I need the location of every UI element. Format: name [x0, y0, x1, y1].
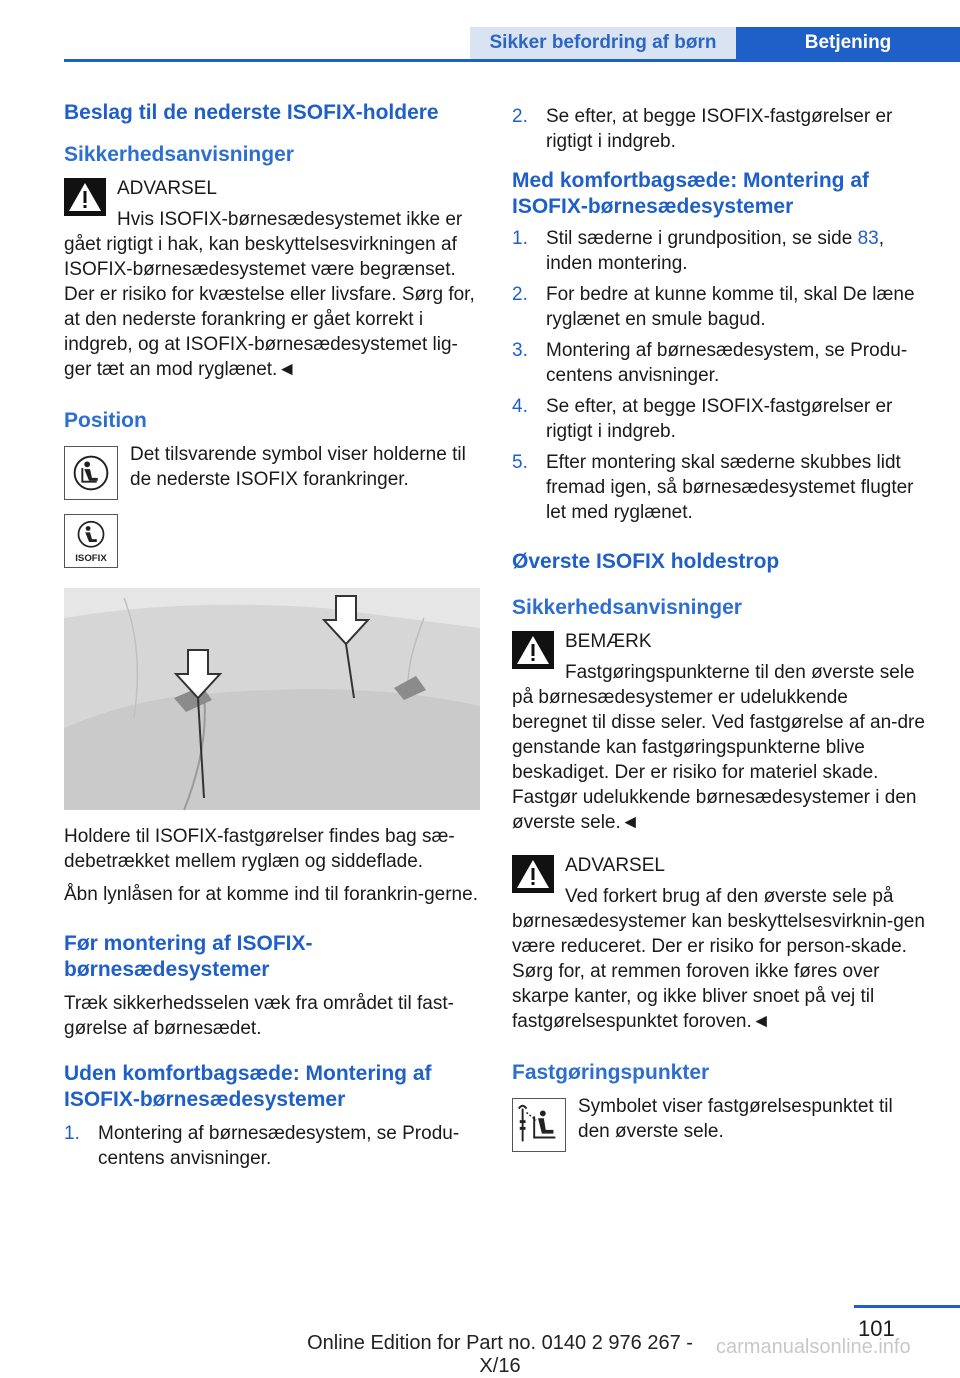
- left-column: [64, 100, 480, 1171]
- step-text: Se efter, at begge ISOFIX-fastgørelser er rigtigt i indgreb.: [546, 106, 893, 152]
- footer-rule: [854, 1305, 960, 1308]
- step-number: 4.: [512, 396, 528, 417]
- page-header: [0, 0, 960, 64]
- isofix-label: ISOFIX: [75, 553, 107, 565]
- list-item: [512, 338, 928, 388]
- list-item: [512, 282, 928, 332]
- list-item: [512, 450, 928, 525]
- step-number: 3.: [512, 340, 528, 361]
- edition-text: Online Edition for Part no. 0140 2 976 267 - X/16: [307, 1332, 693, 1377]
- step-text: Montering af børnesædesystem, se Produ‐centens anvisninger.: [98, 1123, 460, 1169]
- warning-notice: [512, 853, 928, 1034]
- child-seat-anchor-icon: [64, 446, 118, 500]
- zipper-text: Åbn lynlåsen for at komme ind til forankrin‐gerne.: [64, 884, 478, 905]
- warning-text: Ved forkert brug af den øverste sele på børnesædesystemer kan beskyttelsesvirknin‐gen være reduceret. Der er risiko for person‐skade. Sørg for, at remmen foroven ikke føres over skarpe kanter, og ikke bliver snoet på vej til fastgørelsespunktet foroven.◄: [512, 886, 925, 1032]
- list-item: [64, 1121, 480, 1171]
- warning-icon: [64, 178, 106, 216]
- step-text: Stil sæderne i grundposition, se side: [546, 228, 858, 249]
- warning-label: ADVARSEL: [565, 855, 665, 876]
- section-title: Beslag til de nederste ISOFIX-holdere: [64, 101, 439, 124]
- top-tether-heading: Øverste ISOFIX holdestrop: [512, 550, 780, 573]
- before-mounting-heading: Før montering af ISOFIX-børnesædesystemer: [64, 932, 313, 981]
- caution-notice: [512, 629, 928, 835]
- safety-heading: Sikkerhedsanvisninger: [64, 143, 294, 166]
- position-text: Det tilsvarende symbol viser holderne til de nederste ISOFIX forankringer.: [130, 444, 466, 490]
- warning-icon: [512, 631, 554, 669]
- warning-icon: [512, 855, 554, 893]
- anchor-points-block: [512, 1094, 928, 1158]
- notice-label: BEMÆRK: [565, 631, 652, 652]
- isofix-location-text: Holdere til ISOFIX-fastgørelser findes bag sæ‐debetrækket mellem ryglæn og siddeflade.: [64, 826, 455, 872]
- warning-notice: [64, 176, 480, 382]
- before-mounting-text: Træk sikkerhedsselen væk fra området til fast‐gørelse af børnesædet.: [64, 993, 454, 1039]
- anchor-points-heading: Fastgøringspunkter: [512, 1061, 710, 1084]
- step-number: 1.: [512, 228, 528, 249]
- chapter-tab: Betjening: [736, 27, 960, 59]
- warning-label: ADVARSEL: [117, 178, 217, 199]
- list-item: [512, 104, 928, 154]
- with-comfort-heading: Med komfortbagsæde: Montering af ISOFIX-børnesædesystemer: [512, 169, 870, 218]
- step-number: 1.: [64, 1123, 80, 1144]
- page-link[interactable]: 83: [857, 228, 879, 249]
- step-number: 5.: [512, 452, 528, 473]
- safety-heading: Sikkerhedsanvisninger: [512, 596, 742, 619]
- isofix-photo: [64, 588, 480, 810]
- top-tether-icon: [512, 1098, 566, 1152]
- with-comfort-steps: [512, 226, 928, 525]
- without-comfort-heading: Uden komfortbagsæde: Montering af ISOFIX-børnesædesystemer: [64, 1062, 432, 1111]
- warning-text: Hvis ISOFIX-børnesædesystemet ikke er gået rigtigt i hak, kan beskyttelsesvirkningen af ISOFIX-børnesædesystemet være begrænset. Der er risiko for kvæstelse eller livsfare. Sørg for, at den nederste forankring er gået korrekt i indgreb, og at ISOFIX-børnesædesystemet lig‐ger tæt an mod ryglænet.◄: [64, 209, 475, 380]
- step-text-end: , inden montering.: [546, 228, 884, 274]
- position-heading: Position: [64, 409, 147, 432]
- without-comfort-steps: [64, 1121, 480, 1171]
- step-text: Efter montering skal sæderne skubbes lidt fremad igen, så børnesædesystemet flugter let med ryglænet.: [546, 452, 914, 523]
- anchor-points-text: Symbolet viser fastgørelsespunktet til den øverste sele.: [578, 1096, 893, 1142]
- notice-text: Fastgøringspunkterne til den øverste sele på børnesædesystemer er udelukkende beregnet til disse seler. Ved fastgørelse af an‐dre genstande kan fastgøringspunkterne blive beskadiget. Der er risiko for materiel skade. Fastgør udelukkende børnesædesystemer i den øverste sele.◄: [512, 662, 925, 833]
- step-number: 2.: [512, 106, 528, 127]
- continued-steps: [512, 104, 928, 154]
- position-block: [64, 442, 480, 506]
- step-text: Montering af børnesædesystem, se Produ‐centens anvisninger.: [546, 340, 908, 386]
- right-column: [512, 100, 928, 1158]
- isofix-symbol-icon: [64, 514, 118, 568]
- step-number: 2.: [512, 284, 528, 305]
- step-text: Se efter, at begge ISOFIX-fastgørelser er rigtigt i indgreb.: [546, 396, 893, 442]
- list-item: [512, 394, 928, 444]
- list-item: [512, 226, 928, 276]
- header-rule: [64, 59, 960, 62]
- watermark: carmanualsonline.info: [716, 1336, 911, 1358]
- step-text: For bedre at kunne komme til, skal De læne ryglænet en smule bagud.: [546, 284, 915, 330]
- page-number: 101: [858, 1316, 895, 1341]
- section-tab: Sikker befordring af børn: [470, 27, 736, 59]
